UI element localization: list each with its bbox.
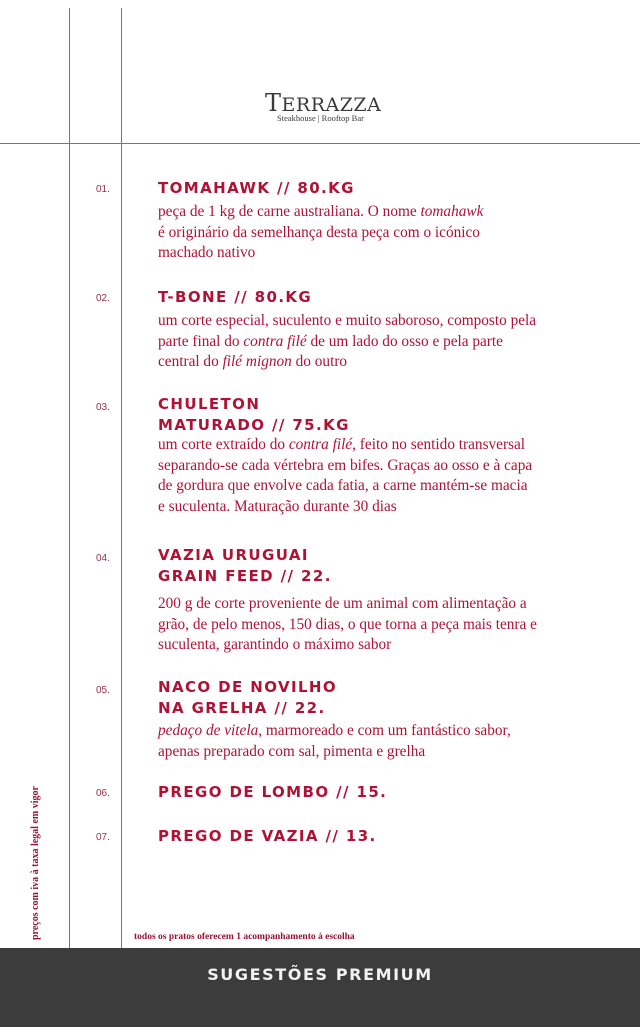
section-label: SUGESTÕES PREMIUM [207, 965, 433, 984]
item-number: 01. [96, 184, 110, 195]
item-number: 02. [96, 293, 110, 304]
desc-line: separando-se cada vértebra em bifes. Graças ao osso e à capa [158, 456, 533, 474]
side-dish-note: todos os pratos oferecem 1 acompanhamento à escolha [134, 932, 355, 942]
item-number: 04. [96, 553, 110, 564]
item-title: PREGO DE VAZIA // 13. [158, 827, 377, 845]
item-title: MATURADO // 75.KG [158, 416, 350, 434]
item-title: GRAIN FEED // 22. [158, 567, 332, 585]
desc-line: é originário da semelhança desta peça com o icónico [158, 223, 480, 241]
desc-line: de gordura que envolve cada fatia, a carne mantém-se macia [158, 477, 528, 494]
desc-line: um corte extraído do contra filé, feito no sentido transversal [158, 436, 526, 453]
item-title: PREGO DE LOMBO // 15. [158, 783, 388, 801]
desc-line: suculenta, garantindo o máximo sabor [158, 636, 392, 653]
item-title: T-BONE // 80.KG [158, 288, 313, 306]
item-number: 06. [96, 788, 110, 799]
header-rule [0, 143, 640, 144]
item-description [158, 435, 598, 517]
item-title: VAZIA URUGUAI [158, 546, 309, 564]
item-number: 03. [96, 402, 110, 413]
item-description [158, 721, 598, 762]
item-number: 05. [96, 685, 110, 696]
item-title: TOMAHAWK // 80.KG [158, 179, 355, 197]
desc-line: central do filé mignon do outro [158, 353, 348, 370]
desc-line: peça de 1 kg de carne australiana. O nome tomahawk [158, 203, 484, 220]
restaurant-logo [265, 89, 385, 123]
desc-line: pedaço de vitela, marmoreado e com um fantástico sabor, [158, 722, 511, 739]
bottom-bar [0, 948, 640, 1027]
desc-line: grão, de pelo menos, 150 dias, o que torna a peça mais tenra e [158, 615, 537, 633]
item-title: NACO DE NOVILHO [158, 678, 338, 696]
logo-subtitle: Steakhouse | Rooftop Bar [277, 113, 364, 123]
desc-line: machado nativo [158, 244, 256, 261]
item-title: CHULETON [158, 395, 261, 413]
item-title: NA GRELHA // 22. [158, 699, 326, 717]
desc-line: um corte especial, suculento e muito saboroso, composto pela [158, 312, 537, 329]
desc-line: 200 g de corte proveniente de um animal com alimentação a [158, 595, 527, 612]
logo-name: ERRAZZA [281, 94, 382, 116]
logo-initial: T [265, 89, 282, 117]
number-column-line [121, 8, 122, 949]
item-number: 07. [96, 832, 110, 843]
desc-line: apenas preparado com sal, pimenta e grelha [158, 742, 426, 760]
left-margin-line [69, 8, 70, 949]
item-description [158, 202, 598, 264]
item-description [158, 594, 598, 656]
item-description [158, 311, 598, 373]
desc-line: parte final do contra filé de um lado do osso e pela parte [158, 332, 503, 350]
desc-line: e suculenta. Maturação durante 30 dias [158, 497, 397, 515]
tax-note: preços com iva à taxa legal em vigor [30, 786, 41, 940]
